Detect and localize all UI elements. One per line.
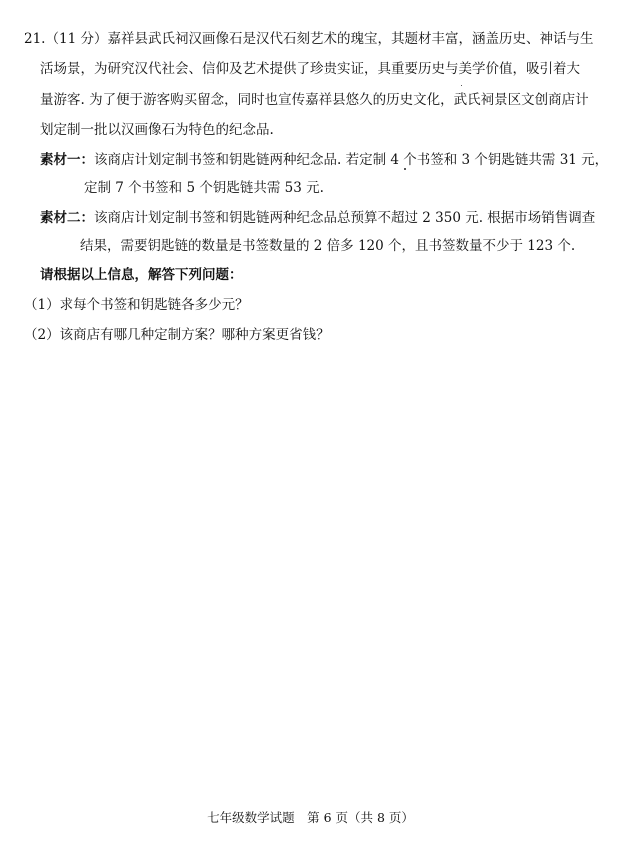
intro-line-4: 划定制一批以汉画像石为特色的纪念品. — [40, 122, 274, 138]
material-1-line-1 — [40, 151, 608, 169]
question-score: （11 分） — [45, 31, 108, 47]
material-2-line-1 — [40, 209, 595, 227]
material-1-text-1: 该商店计划定制书签和钥匙链两种纪念品. 若定制 4 个书签和 3 个钥匙链共需 31 元， — [94, 152, 609, 168]
print-speck — [404, 168, 406, 170]
intro-line-1: 嘉祥县武氏祠汉画像石是汉代石刻艺术的瑰宝，其题材丰富，涵盖历史、神话与生 — [107, 31, 594, 47]
material-1-label: 素材一： — [40, 152, 94, 168]
material-2-label: 素材二： — [40, 210, 94, 226]
question-number: 21. — [24, 31, 46, 47]
instruction-text: 请根据以上信息，解答下列问题： — [40, 267, 243, 283]
material-2-text-1: 该商店计划定制书签和钥匙链两种纪念品总预算不超过 2 350 元. 根据市场销售调查 — [94, 210, 596, 226]
intro-line-2: 活场景，为研究汉代社会、信仰及艺术提供了珍贵实证，具重要历史与美学价值，吸引着大 — [40, 61, 580, 77]
material-1-text-2: 定制 7 个书签和 5 个钥匙链共需 53 元. — [84, 180, 324, 196]
print-speck — [461, 85, 462, 86]
question-header-line — [24, 30, 593, 48]
sub-question-1: （1）求每个书签和钥匙链各多少元？ — [24, 297, 249, 313]
page-footer: 七年级数学试题 第 6 页（共 8 页） — [207, 810, 414, 825]
sub-question-2: （2）该商店有哪几种定制方案？哪种方案更省钱？ — [24, 327, 330, 343]
material-2-text-2: 结果，需要钥匙链的数量是书签数量的 2 倍多 120 个，且书签数量不少于 123 个. — [80, 238, 576, 254]
intro-line-3: 量游客. 为了便于游客购买留念，同时也宣传嘉祥县悠久的历史文化，武氏祠景区文创商店计 — [40, 92, 589, 108]
